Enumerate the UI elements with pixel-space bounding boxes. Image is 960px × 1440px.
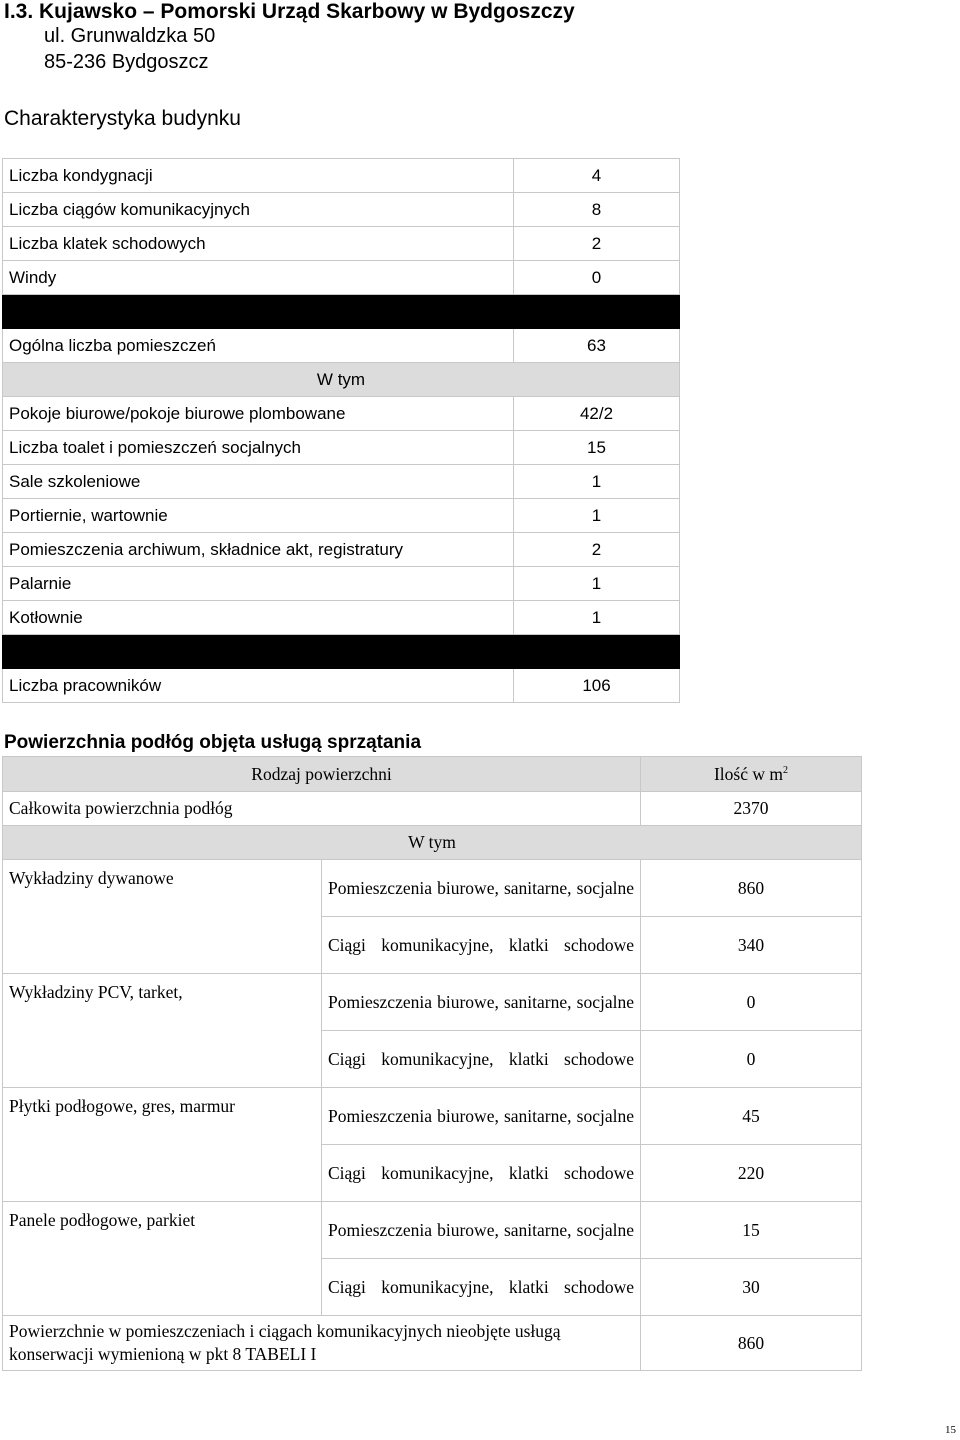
table-row: [3, 601, 680, 635]
row-label: Liczba pracowników: [3, 669, 514, 703]
table-row: [3, 792, 862, 826]
category-name: Panele podłogowe, parkiet: [3, 1202, 322, 1316]
row-label: Liczba kondygnacji: [3, 159, 514, 193]
row-label: Portiernie, wartownie: [3, 499, 514, 533]
separator-cell: [3, 635, 680, 669]
table-row: [3, 193, 680, 227]
separator-cell: [3, 295, 680, 329]
category-name: Wykładziny PCV, tarket,: [3, 974, 322, 1088]
building-table: [2, 158, 680, 703]
corridor-label: Ciągi komunikacyjne, klatki schodowe: [322, 1259, 641, 1316]
office-value: 45: [641, 1088, 862, 1145]
row-label: Palarnie: [3, 567, 514, 601]
table-row: [3, 431, 680, 465]
row-label: Ogólna liczba pomieszczeń: [3, 329, 514, 363]
excluded-label: Powierzchnie w pomieszczeniach i ciągach komunikacyjnych nieobjęte usługą konserwacji wymienioną w pkt 8 TABELI I: [3, 1316, 641, 1371]
row-label: Liczba toalet i pomieszczeń socjalnych: [3, 431, 514, 465]
office-value: 0: [641, 974, 862, 1031]
table-row: [3, 860, 862, 917]
office-title: I.3. Kujawsko – Pomorski Urząd Skarbowy w Bydgoszczy: [4, 0, 575, 23]
table-row: [3, 1088, 862, 1145]
qty-label: Ilość w m: [713, 763, 784, 784]
corridor-label: Ciągi komunikacyjne, klatki schodowe: [322, 1145, 641, 1202]
table-row: [3, 533, 680, 567]
row-value: 1: [514, 499, 680, 533]
row-label: Pokoje biurowe/pokoje biurowe plombowane: [3, 397, 514, 431]
corridor-label: Ciągi komunikacyjne, klatki schodowe: [322, 1031, 641, 1088]
table-row: [3, 465, 680, 499]
row-value: 2: [514, 533, 680, 567]
subheader-row: [3, 826, 862, 860]
table-row: [3, 499, 680, 533]
section-title-building: Charakterystyka budynku: [4, 107, 241, 130]
total-value: 2370: [641, 792, 862, 826]
column-header-qty: [641, 757, 862, 792]
office-label: Pomieszczenia biurowe, sanitarne, socjalne: [322, 1088, 641, 1145]
w-tym-label: W tym: [3, 826, 862, 860]
floor-area-table: [2, 756, 862, 1371]
office-label: Pomieszczenia biurowe, sanitarne, socjalne: [322, 974, 641, 1031]
office-label: Pomieszczenia biurowe, sanitarne, socjalne: [322, 1202, 641, 1259]
row-label: Sale szkoleniowe: [3, 465, 514, 499]
corridor-value: 0: [641, 1031, 862, 1088]
corridor-value: 220: [641, 1145, 862, 1202]
row-value: 1: [514, 601, 680, 635]
category-name: Wykładziny dywanowe: [3, 860, 322, 974]
row-value: 0: [514, 261, 680, 295]
table-row: [3, 974, 862, 1031]
subheader-row: [3, 363, 680, 397]
office-value: 860: [641, 860, 862, 917]
corridor-value: 30: [641, 1259, 862, 1316]
row-label: Kotłownie: [3, 601, 514, 635]
qty-unit-sup: 2: [783, 764, 789, 776]
row-value: 15: [514, 431, 680, 465]
header-row: [3, 757, 862, 792]
row-value: 106: [514, 669, 680, 703]
address-city: 85-236 Bydgoszcz: [44, 51, 209, 73]
page-number: 15: [945, 1424, 956, 1436]
office-value: 15: [641, 1202, 862, 1259]
separator-row: [3, 635, 680, 669]
table-row: [3, 669, 680, 703]
w-tym-label: W tym: [3, 363, 680, 397]
row-label: Pomieszczenia archiwum, składnice akt, registratury: [3, 533, 514, 567]
excluded-value: 860: [641, 1316, 862, 1371]
row-label: Windy: [3, 261, 514, 295]
row-label: Liczba ciągów komunikacyjnych: [3, 193, 514, 227]
row-value: 4: [514, 159, 680, 193]
row-label: Liczba klatek schodowych: [3, 227, 514, 261]
table-row: [3, 329, 680, 363]
category-name: Płytki podłogowe, gres, marmur: [3, 1088, 322, 1202]
row-value: 2: [514, 227, 680, 261]
address-street: ul. Grunwaldzka 50: [44, 25, 216, 47]
row-value: 1: [514, 567, 680, 601]
table-row: [3, 397, 680, 431]
table-row: [3, 261, 680, 295]
row-value: 1: [514, 465, 680, 499]
table-row: [3, 567, 680, 601]
table-row: [3, 159, 680, 193]
office-label: Pomieszczenia biurowe, sanitarne, socjalne: [322, 860, 641, 917]
section-title-floors: Powierzchnia podłóg objęta usługą sprzątania: [4, 732, 422, 753]
table-row: [3, 1202, 862, 1259]
table-row: [3, 1316, 862, 1371]
table-row: [3, 227, 680, 261]
total-label: Całkowita powierzchnia podłóg: [3, 792, 641, 826]
separator-row: [3, 295, 680, 329]
row-value: 42/2: [514, 397, 680, 431]
row-value: 8: [514, 193, 680, 227]
row-value: 63: [514, 329, 680, 363]
column-header-type: Rodzaj powierzchni: [3, 757, 641, 792]
corridor-value: 340: [641, 917, 862, 974]
corridor-label: Ciągi komunikacyjne, klatki schodowe: [322, 917, 641, 974]
